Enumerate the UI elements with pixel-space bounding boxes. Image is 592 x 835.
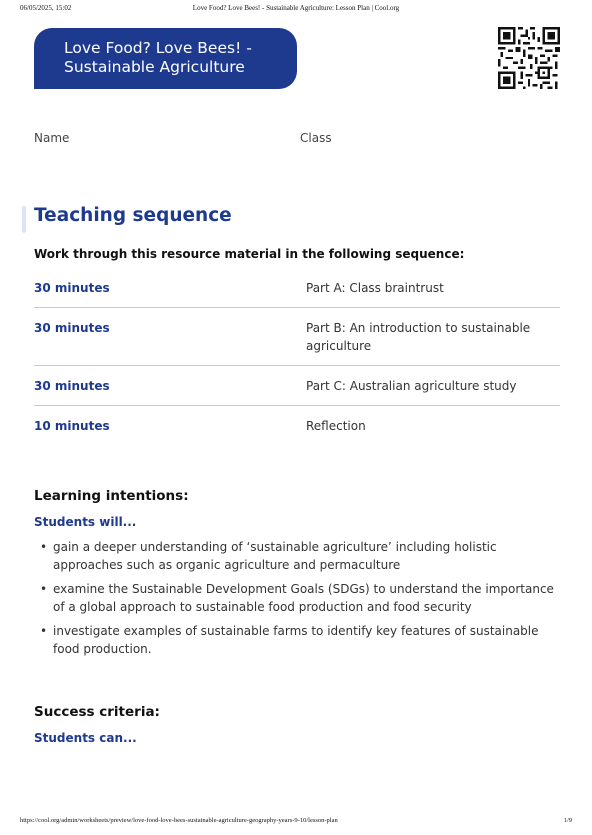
- sequence-activity: Reflection: [306, 419, 366, 433]
- section-accent-bar: [22, 206, 26, 233]
- learning-intentions-list: [34, 538, 560, 664]
- sequence-activity: Part B: An introduction to sustainable agriculture: [306, 321, 531, 353]
- sequence-activity: Part C: Australian agriculture study: [306, 379, 517, 393]
- learning-intentions-heading: Learning intentions:: [34, 488, 189, 504]
- sequence-table: [34, 268, 560, 445]
- title-line-1: Love Food? Love Bees! -: [64, 39, 252, 57]
- title-line-2: Sustainable Agriculture: [64, 58, 245, 76]
- list-item-text: gain a deeper understanding of ‘sustainable agriculture’ including holistic approaches such as organic agriculture and permaculture: [53, 540, 497, 572]
- title-banner: [34, 28, 297, 89]
- name-field-label: Name: [34, 131, 70, 145]
- list-item: [34, 538, 560, 574]
- print-url: https://cool.org/admin/worksheets/preview/love-food-love-bees-sustainable-agriculture-geography-years-9-10/lesson-plan: [20, 817, 338, 824]
- class-field-label: Class: [300, 131, 332, 145]
- bullet-icon: •: [40, 540, 48, 554]
- print-doc-title: Love Food? Love Bees! - Sustainable Agriculture: Lesson Plan | Cool.org: [192, 4, 400, 12]
- sequence-row: [34, 406, 560, 445]
- list-item-text: examine the Sustainable Development Goals (SDGs) to understand the importance of a global approach to sustainable food production and food security: [53, 582, 554, 614]
- print-header: [20, 4, 572, 16]
- bullet-icon: •: [40, 624, 48, 638]
- sequence-duration: 30 minutes: [34, 321, 110, 335]
- sequence-row: [34, 268, 560, 308]
- page-number: 1/9: [563, 817, 572, 824]
- print-footer: [20, 817, 572, 829]
- sequence-intro: Work through this resource material in the following sequence:: [34, 247, 465, 261]
- print-date: 06/05/2025, 15:02: [20, 4, 72, 12]
- sequence-duration: 10 minutes: [34, 419, 110, 433]
- bullet-icon: •: [40, 582, 48, 596]
- sequence-row: [34, 308, 560, 366]
- list-item: [34, 622, 560, 658]
- sequence-row: [34, 366, 560, 406]
- sequence-duration: 30 minutes: [34, 281, 110, 295]
- qr-code-icon: [498, 27, 560, 89]
- sequence-duration: 30 minutes: [34, 379, 110, 393]
- teaching-sequence-heading: Teaching sequence: [34, 205, 232, 226]
- success-criteria-subtitle: Students can...: [34, 731, 137, 745]
- success-criteria-heading: Success criteria:: [34, 704, 160, 720]
- sequence-activity: Part A: Class braintrust: [306, 281, 444, 295]
- list-item: [34, 580, 560, 616]
- learning-intentions-subtitle: Students will...: [34, 515, 137, 529]
- list-item-text: investigate examples of sustainable farms to identify key features of sustainable food production.: [53, 624, 539, 656]
